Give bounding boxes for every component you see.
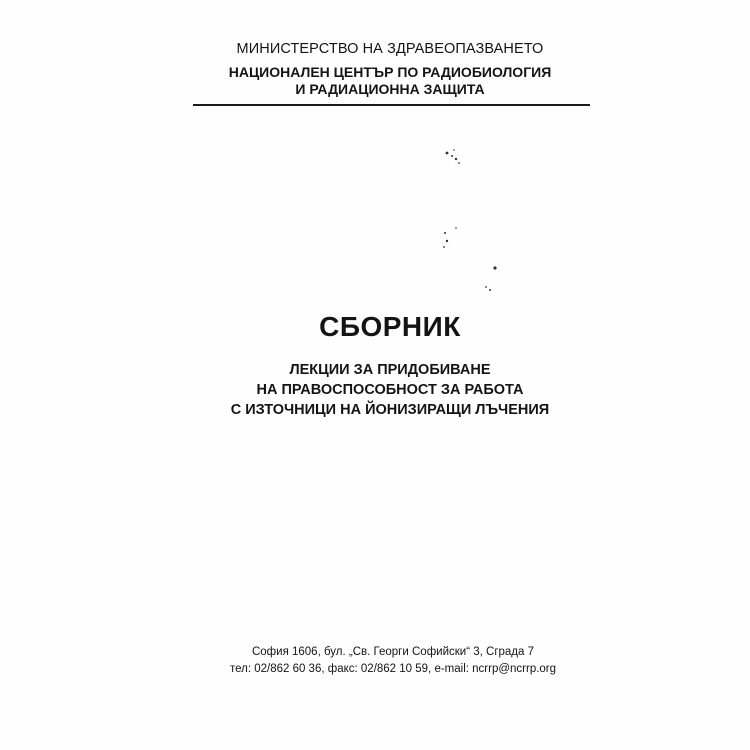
subtitle-line-2: НА ПРАВОСПОСОБНОСТ ЗА РАБОТА xyxy=(256,382,524,398)
center-name-line-2: И РАДИАЦИОННА ЗАЩИТА xyxy=(295,81,485,97)
center-name-line-1: НАЦИОНАЛЕН ЦЕНТЪР ПО РАДИОБИОЛОГИЯ xyxy=(228,64,552,80)
subtitle-line-1: ЛЕКЦИИ ЗА ПРИДОБИВАНЕ xyxy=(289,362,491,378)
document-footer xyxy=(228,644,558,678)
document-title: СБОРНИК xyxy=(319,311,461,342)
footer-address: София 1606, бул. „Св. Георги Софийски“ 3, Сграда 7 xyxy=(251,646,535,658)
ministry-name: МИНИСТЕРСТВО НА ЗДРАВЕОПАЗВАНЕТО xyxy=(236,41,544,57)
subtitle-line-3: С ИЗТОЧНИЦИ НА ЙОНИЗИРАЩИ ЛЪЧЕНИЯ xyxy=(230,402,550,418)
footer-contacts: тел: 02/862 60 36, факс: 02/862 10 59, e-mail: ncrrp@ncrrp.org xyxy=(229,663,557,675)
document-subtitle xyxy=(150,360,630,420)
